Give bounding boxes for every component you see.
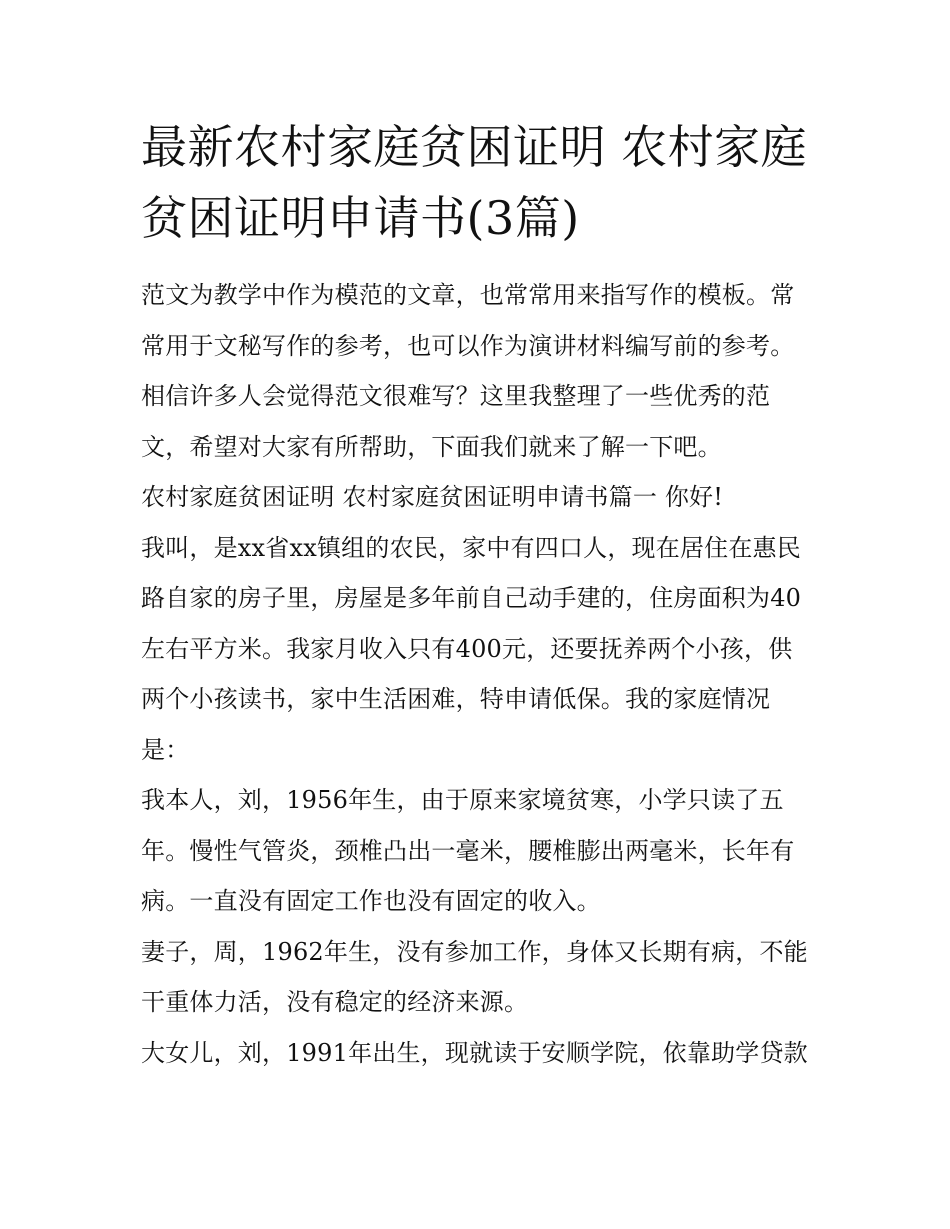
document-title: 最新农村家庭贫困证明 农村家庭贫困证明申请书(3篇) <box>141 120 808 245</box>
paragraph-section-heading: 农村家庭贫困证明 农村家庭贫困证明申请书篇一 你好! <box>141 483 724 511</box>
document-page <box>141 112 816 1078</box>
paragraph-self: 我本人，刘，1956年生，由于原来家境贫寒，小学只读了五年。慢性气管炎，颈椎凸出一毫米，腰椎膨出两毫米，长年有病。一直没有固定工作也没有固定的收入。 <box>141 786 795 915</box>
document-body <box>141 270 816 1078</box>
paragraph-applicant: 我叫，是xx省xx镇组的农民，家中有四口人，现在居住在惠民路自家的房子里，房屋是多年前自己动手建的，住房面积为40左右平方米。我家月收入只有400元，还要抚养两个小孩，供两个小孩读书，家中生活困难，特申请低保。我的家庭情况是： <box>141 533 802 764</box>
paragraph-wife: 妻子，周，1962年生，没有参加工作，身体又长期有病，不能干重体力活，没有稳定的经济来源。 <box>141 937 808 1016</box>
paragraph-intro: 范文为教学中作为模范的文章，也常常用来指写作的模板。常常用于文秘写作的参考，也可以作为演讲材料编写前的参考。相信许多人会觉得范文很难写？这里我整理了一些优秀的范文，希望对大家有所帮助，下面我们就来了解一下吧。 <box>141 281 795 461</box>
paragraph-daughter: 大女儿，刘，1991年出生，现就读于安顺学院，依靠助学贷款 <box>141 1038 808 1067</box>
